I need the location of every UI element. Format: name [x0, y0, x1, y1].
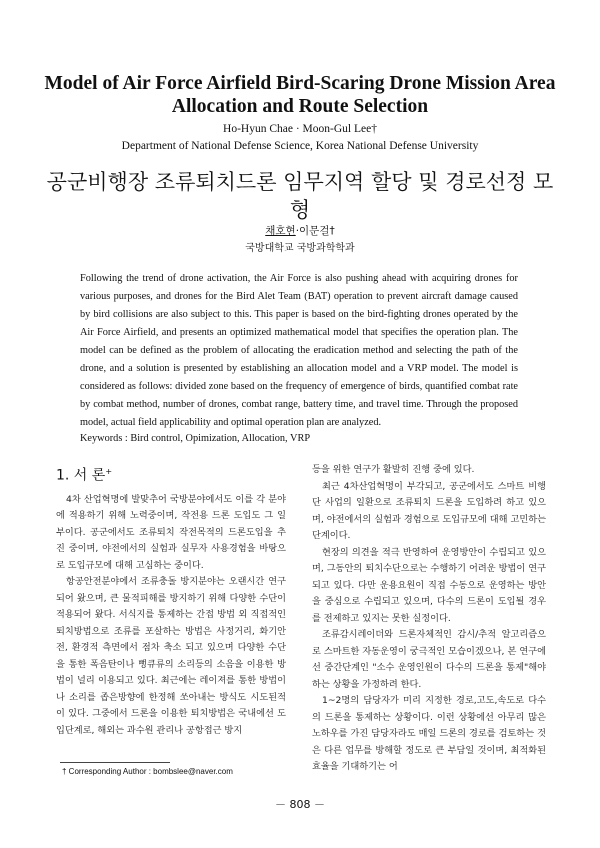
page-number: － 808 －: [275, 798, 325, 811]
footnote: † Corresponding Author : bombslee@naver.com: [62, 767, 233, 776]
body-paragraph: 4차 산업혁명에 발맞추어 국방분야에서도 이를 각 분야에 적용하기 위해 노력중이며, 작전용 드론 도입도 그 일부이다. 공군에서도 조류퇴치 작전목적의 드론도입을 추진 중이며, 야전에서의 실험과 실무자 사용경험을 바탕으로 도입규모에 대해 고심하는 중이다.: [56, 493, 286, 571]
paper-title-en: Model of Air Force Airfield Bird-Scaring Drone Mission Area Allocation and Route Selection: [44, 73, 556, 117]
other-authors-ko: ·이문걸†: [295, 225, 335, 237]
keywords: Keywords : Bird control, Opimization, Allocation, VRP: [80, 433, 311, 444]
footnote-divider: [60, 762, 170, 763]
body-paragraph: 최근 4차산업혁명이 부각되고, 공군에서도 스마트 비행단 사업의 일환으로 조류퇴치 드론을 도입하려 하고 있으며, 야전에서의 실험과 경험으로 도입규모에 대해 고민하는 단계이다.: [312, 480, 546, 541]
body-paragraph: 현장의 의견을 적극 반영하여 운영방안이 수립되고 있으며, 그동안의 퇴치수단으로는 수행하기 어려운 방법이 연구되고 있다. 다만 운용요원이 직접 수동으로 운영하는 방안을 중심으로 수립되고 있으며, 다수의 드론이 도입될 경우를 전제하고 있지는 못한 실정이다.: [312, 546, 546, 624]
authors-ko: [60, 224, 540, 238]
section-heading-text: 1. 서 론: [56, 467, 106, 484]
left-column: [56, 462, 286, 739]
body-paragraph: 항공안전분야에서 조류충돌 방지분야는 오랜시간 연구되어 왔으며, 큰 물적피해를 방지하기 위해 다양한 수단이 적용되어 왔다. 서식지를 통제하는 간접 방법 외 직접적인 퇴치방법으로 조류를 포살하는 방법은 사정거리, 화기안전, 환경적 측면에서 점차 축소 되고 있으며 다양한 수단을 통한 폭음탄이나 뻥큐류의 소리등의 소음을 이용한 방법이 널리 이용되고 있다. 최근에는 레이져를 통한 방법이나 소리를 좁은방향에 한정해 쏘아내는 방식도 시도된적이 있다. 그중에서 드론을 이용한 퇴치방법은 국내에선 도입단계로, 해외는 과수원 관리나 공항접근 방지: [56, 576, 286, 736]
paper-title-ko: 공군비행장 조류퇴치드론 임무지역 할당 및 경로선정 모형: [46, 170, 554, 222]
body-paragraph: 등을 위한 연구가 활발히 진행 중에 있다.: [312, 464, 475, 475]
abstract: Following the trend of drone activation, the Air Force is also pushing ahead with acquiring drones for various purposes, and drones for the Bird Alet Team (BAT) operation to prevent aircraft damage caused by bird collisions are also subject to this. This paper is based on the bird-fighting drones operated by the Air Force Airfield, and presents an optimized mathematical model that specifies the operation plan. The model can be defined as the problem of allocating the eradication method and selecting the path of the drone, and a solution is presented by establishing an allocation model and a VRP model. The model is considered as follows: divided zone based on the frequency of emergence of birds, quantified combat rate by combat method, number of drones, combat range, battery time, and travel time. Through the proposed model, actual field applicability and optimal operation plan are analyzed.: [80, 273, 518, 428]
authors-en: Ho-Hyun Chae · Moon-Gul Lee†: [223, 123, 377, 135]
section-heading-mark: +: [105, 467, 113, 476]
affiliation-ko: 국방대학교 국방과학학과: [245, 243, 355, 254]
right-column: [312, 462, 546, 776]
body-paragraph: 1~2명의 담당자가 미리 지정한 경로,고도,속도로 다수의 드론을 통제하는 상황이다. 이런 상황에선 아무리 많은 노하우를 가진 담당자라도 매일 드론의 경로를 검토하는 것은 다른 업무를 방해할 정도로 큰 부담일 것이며, 최적화된 효율을 기대하기는 어: [312, 695, 546, 772]
section-heading: [56, 462, 286, 486]
affiliation-en: Department of National Defense Science, Korea National Defense University: [121, 140, 479, 152]
body-paragraph: 조류감시레이더와 드론자체적인 감시/추적 알고리즘으로 스마트한 자동운영이 궁극적인 모습이겠으나, 본 연구에선 중간단계인 "소수 운영인원이 다수의 드론을 통제"해야 하는 상황을 가정하려 한다.: [312, 629, 546, 690]
first-author-ko: 채호현: [265, 225, 296, 237]
